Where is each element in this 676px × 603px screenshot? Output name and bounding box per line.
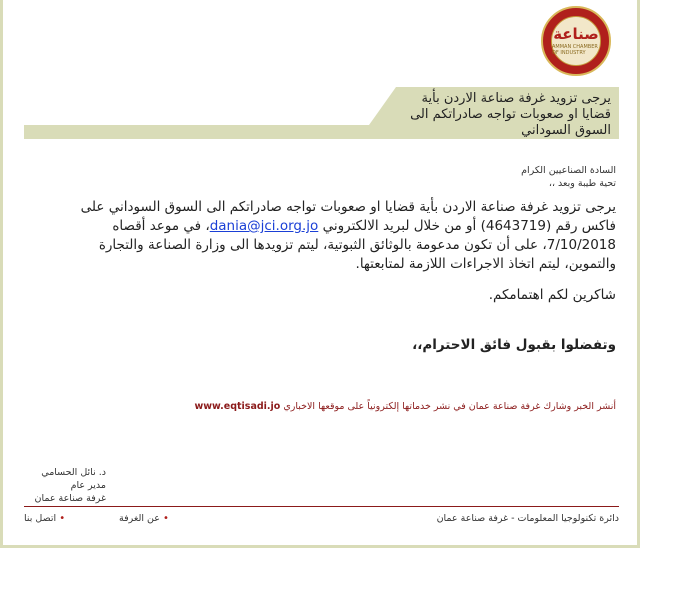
closing-text: وتفضلوا بقبول فائق الاحترام،، [412,337,616,353]
bullet-icon: • [162,513,169,524]
signatory-title: مدير عام [70,480,106,491]
logo-word: صناعة [553,24,599,43]
thanks-text: شاكرين لكم اهتمامكم. [488,287,616,303]
about-link[interactable] [119,513,169,524]
salutation [521,164,616,190]
banner-line-1: يرجى تزويد غرفة صناعة الاردن بأية [421,91,611,106]
banner-line-2: قضايا او صعوبات تواجه صادراتكم الى [410,107,611,122]
signatory-org: غرفة صناعة عمان [34,493,106,504]
chamber-logo[interactable] [541,6,611,76]
about-label: عن الغرفة [119,513,160,524]
footer-divider [24,506,619,507]
share-note [194,401,616,412]
signatory-name: د. نائل الحسامي [41,467,106,478]
body-part-2: ، في موعد أقصاه 7/10/2018، على أن تكون مدعومة بالوثائق الثبوتية، ليتم تزويدها الى وزارة الصناعة والتجارة والتموين، ليتم اتخاذ الاجراءات اللازمة لمتابعتها. [98,218,616,272]
salutation-line-1: السادة الصناعيين الكرام [521,165,616,176]
body-part-1: يرجى تزويد غرفة صناعة الاردن بأية قضايا او صعوبات تواجه صادراتكم الى السوق السوداني على فاكس رقم (4643719) أو من خلال لبريد الالكتروني [80,199,616,234]
logo-emblem [551,16,601,66]
headline-banner [24,87,619,139]
logo-subtitle: AMMAN CHAMBER OF INDUSTRY [552,43,598,56]
contact-label: اتصل بنا [24,513,57,524]
message-body [46,198,616,274]
footer-department: دائرة تكنولوجيا المعلومات - غرفة صناعة عمان [436,513,619,524]
salutation-line-2: تحية طيبة وبعد ،، [548,178,616,189]
banner-headline [361,91,611,139]
share-text: أنشر الخبر وشارك غرفة صناعة عمان في نشر خدماتها إلكترونياً على موقعها الاخباري [280,401,616,412]
bullet-icon: • [59,513,66,524]
contact-link[interactable] [24,513,65,524]
banner-line-3: السوق السوداني [521,123,611,138]
signature-block [24,466,106,505]
news-site-link[interactable]: www.eqtisadi.jo [194,401,281,412]
email-link[interactable]: dania@jci.org.jo [209,218,319,234]
